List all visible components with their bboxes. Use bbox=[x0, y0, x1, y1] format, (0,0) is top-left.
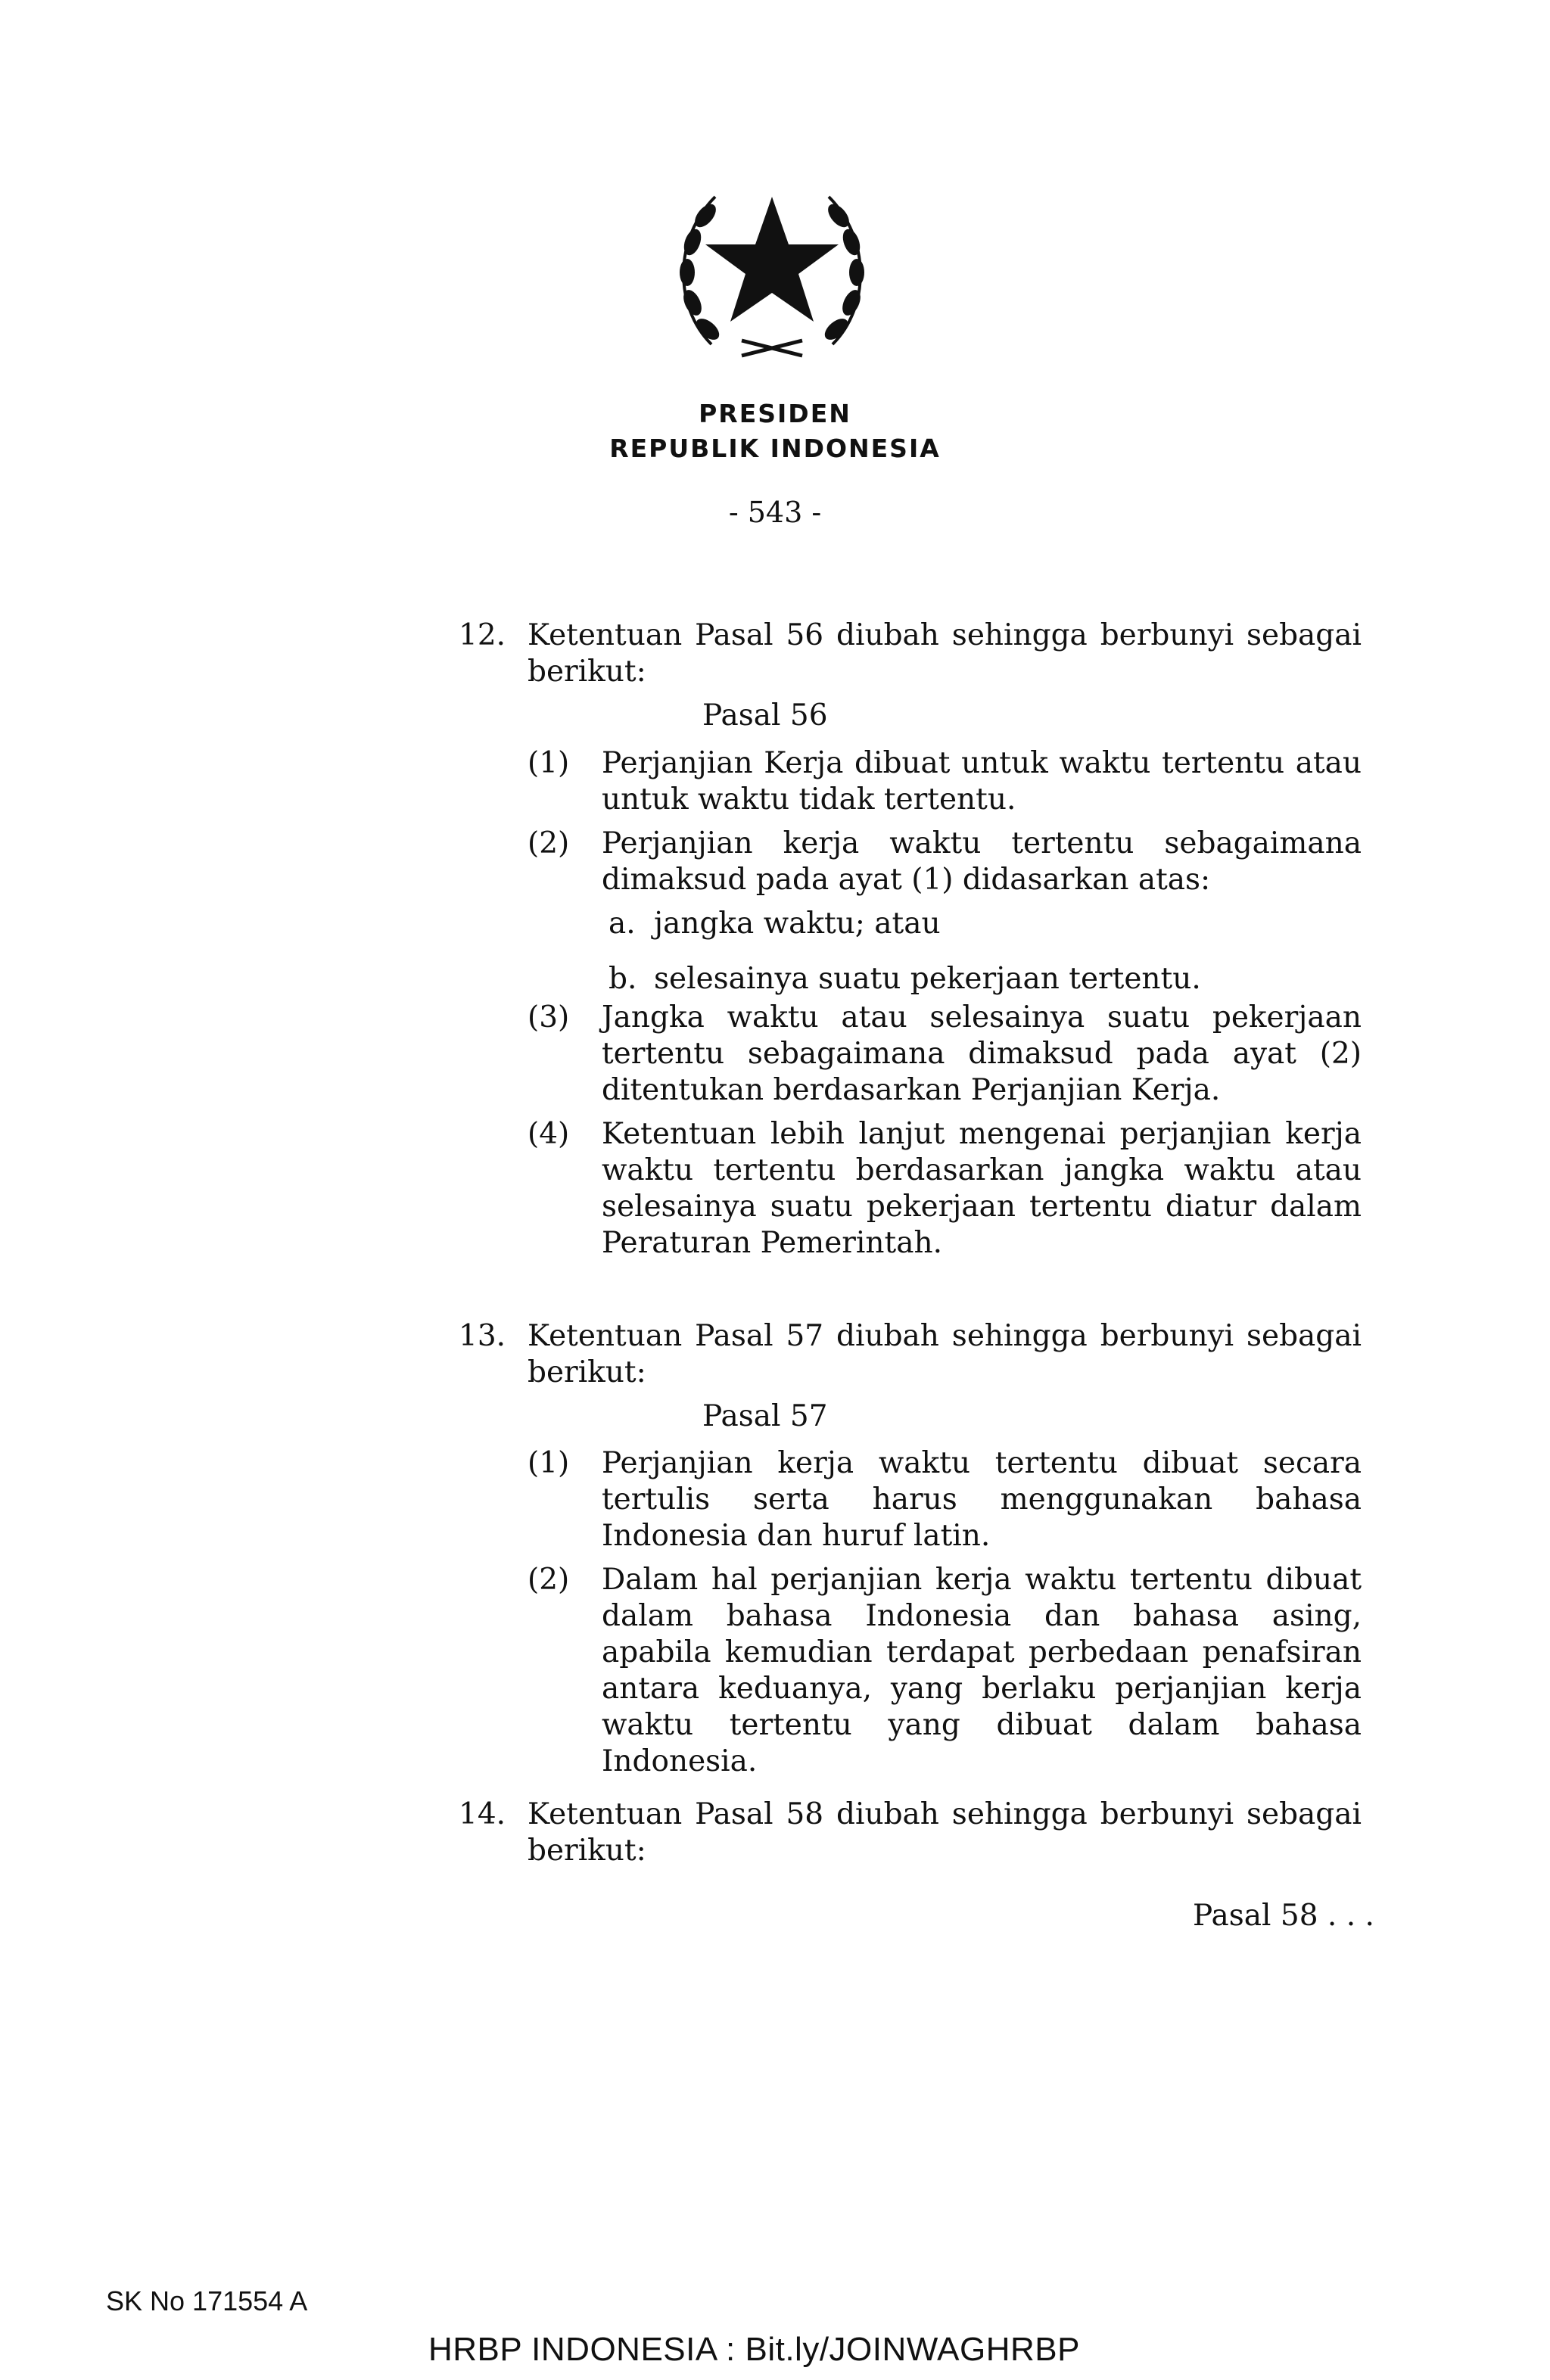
ayat-number: (1) bbox=[528, 746, 570, 780]
header-subtitle: REPUBLIK INDONESIA bbox=[609, 434, 941, 463]
garuda-star-emblem-icon bbox=[658, 155, 885, 382]
ayat-text: Ketentuan lebih lanjut mengenai perjanjian kerja waktu tertentu berdasarkan jangka waktu atau selesainya suatu pekerjaan tertentu diatur dalam Peraturan Pemerintah. bbox=[602, 1117, 1362, 1260]
ayat-text: Dalam hal perjanjian kerja waktu tertentu dibuat dalam bahasa Indonesia dan bahasa asing, apabila kemudian terdapat perbedaan penafsiran antara keduanya, yang berlaku perjanjian kerja waktu tertentu yang dibuat dalam bahasa Indonesia. bbox=[602, 1563, 1362, 1778]
ayat-number: (2) bbox=[528, 826, 570, 860]
item-number: 13. bbox=[459, 1319, 506, 1353]
ayat-text: Jangka waktu atau selesainya suatu pekerjaan tertentu sebagaimana dimaksud pada ayat (2) ditentukan berdasarkan Perjanjian Kerja. bbox=[602, 1000, 1362, 1107]
item-intro: Ketentuan Pasal 56 diubah sehingga berbunyi sebagai berikut: bbox=[528, 618, 1362, 689]
header-title: PRESIDEN bbox=[699, 399, 851, 428]
page-number: - 543 - bbox=[728, 496, 822, 529]
ayat-number: (4) bbox=[528, 1117, 570, 1151]
sub-letter: a. bbox=[608, 907, 636, 941]
pasal-heading: Pasal 57 bbox=[702, 1399, 828, 1433]
ayat-text: Perjanjian Kerja dibuat untuk waktu tertentu atau untuk waktu tidak tertentu. bbox=[602, 746, 1362, 817]
item-intro: Ketentuan Pasal 57 diubah sehingga berbunyi sebagai berikut: bbox=[528, 1319, 1362, 1389]
ayat-text: Perjanjian kerja waktu tertentu dibuat secara tertulis serta harus menggunakan bahasa Indonesia dan huruf latin. bbox=[602, 1446, 1362, 1553]
ayat-number: (3) bbox=[528, 1000, 570, 1034]
pasal-heading: Pasal 56 bbox=[702, 698, 828, 733]
ayat-text: Perjanjian kerja waktu tertentu sebagaimana dimaksud pada ayat (1) didasarkan atas: bbox=[602, 826, 1362, 897]
item-intro: Ketentuan Pasal 58 diubah sehingga berbunyi sebagai berikut: bbox=[528, 1797, 1362, 1868]
sub-letter: b. bbox=[608, 962, 637, 996]
sub-text: selesainya suatu pekerjaan tertentu. bbox=[654, 962, 1201, 996]
footer-watermark: HRBP INDONESIA : Bit.ly/JOINWAGHRBP bbox=[428, 2331, 1080, 2368]
sk-number: SK No 171554 A bbox=[106, 2285, 308, 2316]
ayat-number: (2) bbox=[528, 1563, 570, 1597]
sub-text: jangka waktu; atau bbox=[654, 907, 941, 941]
item-number: 14. bbox=[459, 1797, 506, 1831]
item-number: 12. bbox=[459, 618, 506, 652]
continuation-note: Pasal 58 . . . bbox=[1193, 1899, 1374, 1933]
ayat-number: (1) bbox=[528, 1446, 570, 1480]
